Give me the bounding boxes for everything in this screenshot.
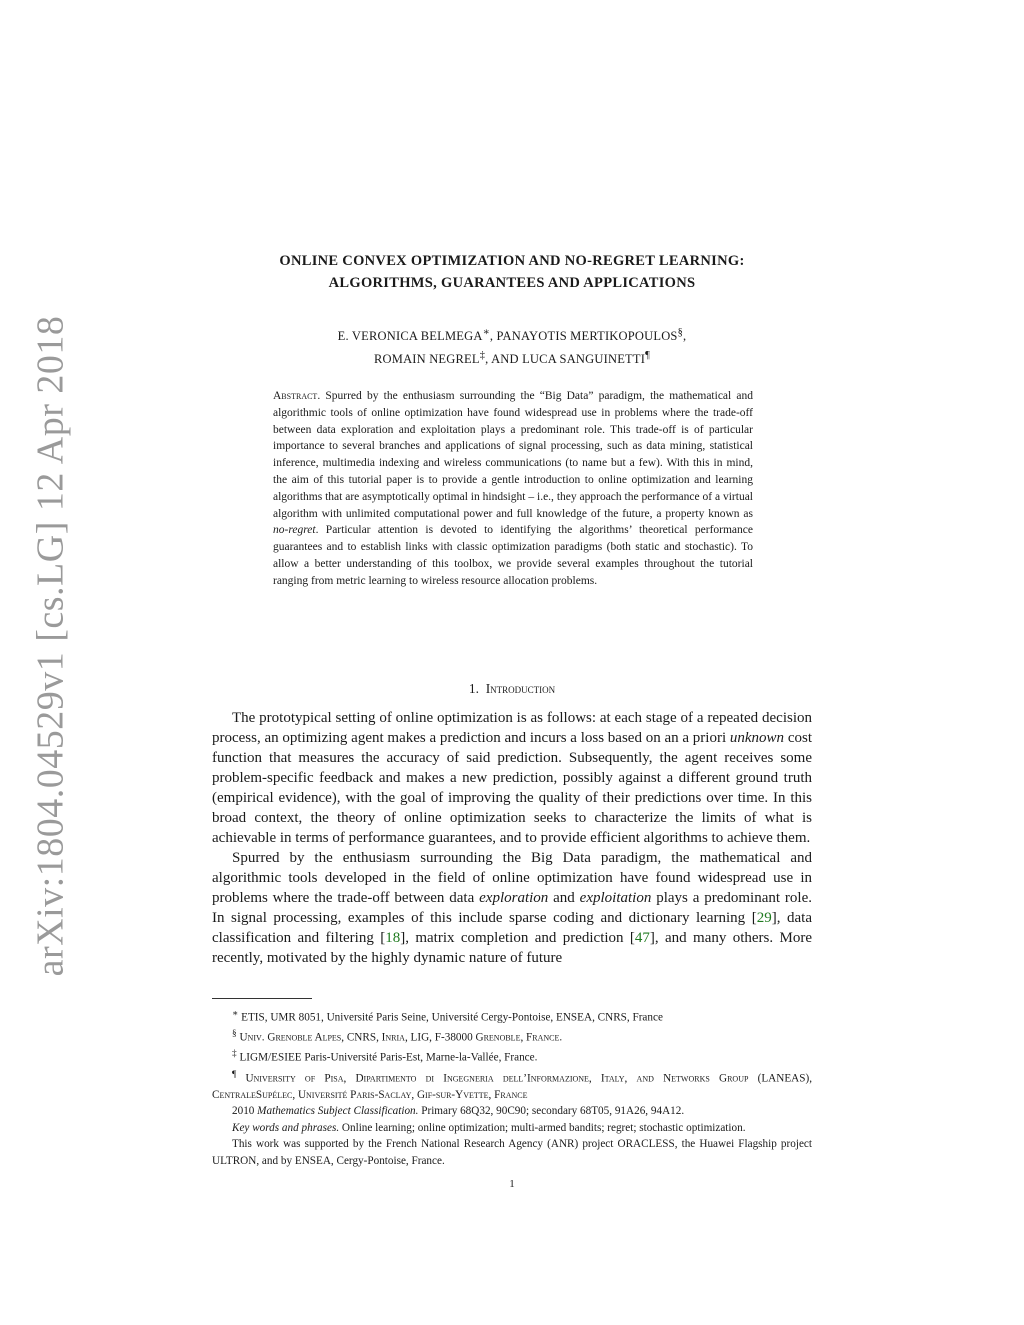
footnote-support: This work was supported by the French National Research Agency (ANR) project ORACLESS, the Huawei Flagship project ULTRON, and by ENSEA, Cergy-Pontoise, France. xyxy=(212,1138,812,1167)
footnote-affiliation-4: ¶ University of Pisa, Dipartimento di Ingegneria dell’Informazione, Italy, and Networks Group (LANEAS), CentraleSupélec, Université Paris-Saclay, Gif-sur-Yvette, France xyxy=(212,1069,813,1101)
section-number: 1. xyxy=(468,681,479,696)
paragraph-1: The prototypical setting of online optimization is as follows: at each stage of a repeated decision process, an optimizing agent makes a prediction and incurs a loss based on an a priori unknown cost function that measures the accuracy of said prediction. Subsequently, the agent receives some problem-specific feedback and makes a new prediction, possibly against a different ground truth (empirical evidence), with the goal of improving the quality of their predictions over time. In this broad context, the theory of online optimization seeks to characterize the limits of what is achievable in terms of performance guarantees, and to provide efficient algorithms to achieve them. xyxy=(212,710,812,846)
footnote-keywords: Key words and phrases. Online learning; online optimization; multi-armed bandits; regret; stochastic optimization. xyxy=(232,1121,746,1134)
footnote-affiliation-1: ∗ ETIS, UMR 8051, Université Paris Seine, Université Cergy-Pontoise, ENSEA, CNRS, France xyxy=(232,1009,663,1024)
author-mark-1: ∗ xyxy=(482,327,490,338)
author-belmega: E. VERONICA BELMEGA xyxy=(337,329,483,344)
section-heading xyxy=(210,680,814,698)
introduction-body xyxy=(212,708,812,968)
section-title: Introduction xyxy=(485,681,556,696)
arxiv-side-stamp xyxy=(28,315,72,977)
footnote-msc: 2010 Mathematics Subject Classification. Primary 68Q32, 90C90; secondary 68T05, 91A26, 94A12. xyxy=(232,1105,685,1118)
author-mark-4: ¶ xyxy=(645,350,650,362)
author-sanguinetti: LUCA SANGUINETTI xyxy=(522,352,646,367)
title-line-1: ONLINE CONVEX OPTIMIZATION AND NO-REGRET LEARNING: xyxy=(279,253,745,269)
author-list xyxy=(210,323,814,369)
author-negrel: ROMAIN NEGREL xyxy=(373,352,480,367)
abstract-label: Abstract. xyxy=(273,390,321,402)
citation-link[interactable]: 18 xyxy=(385,930,401,946)
arxiv-identifier: arXiv:1804.04529v1 [cs.LG] 12 Apr 2018 xyxy=(29,315,72,977)
authors-line-2: ROMAIN NEGREL‡, AND LUCA SANGUINETTI¶ xyxy=(373,350,650,367)
footnote-affiliation-2: § Univ. Grenoble Alpes, CNRS, Inria, LIG, F-38000 Grenoble, France. xyxy=(232,1029,563,1044)
citation-link[interactable]: 47 xyxy=(634,930,650,946)
footnote-rule xyxy=(212,998,312,999)
page-number: 1 xyxy=(509,1178,515,1190)
citation-link[interactable]: 29 xyxy=(756,910,772,926)
title-line-2: ALGORITHMS, GUARANTEES AND APPLICATIONS xyxy=(328,275,696,291)
author-mark-3: ‡ xyxy=(479,350,486,362)
paper-title xyxy=(210,250,814,294)
author-mark-2: § xyxy=(677,327,683,338)
paragraph-2: Spurred by the enthusiasm surrounding the Big Data paradigm, the mathematical and algorithmic tools developed in the field of online optimization have found widespread use in problems where the trade-off between data exploration and exploitation plays a predominant role. In signal processing, examples of this include sparse coding and dictionary learning [29], data classification and filtering [18], matrix completion and prediction [47], and many others. More recently, motivated by the highly dynamic nature of future xyxy=(212,850,812,966)
footnotes xyxy=(212,1006,812,1169)
authors-line-1: E. VERONICA BELMEGA∗, PANAYOTIS MERTIKOPOULOS§, xyxy=(337,327,687,344)
abstract-emphasis: no-regret xyxy=(273,524,316,537)
abstract: Abstract. Spurred by the enthusiasm surrounding the “Big Data” paradigm, the mathematical and algorithmic tools of online optimization have found widespread use in problems where the trade-off between data exploration and exploitation plays a predominant role. This trade-off is of particular importance to several branches and applications of signal processing, such as data mining, statistical inference, multimedia indexing and wireless communications (to name but a few). With this in mind, the aim of this tutorial paper is to provide a gentle introduction to online optimization and learning algorithms that are asymptotically optimal in hindsight – i.e., they approach the performance of a virtual algorithm with unlimited computational power and full knowledge of the future, a property known as no-regret. Particular attention is devoted to identifying the algorithms’ theoretical performance guarantees and to establish links with classic optimization paradigms (both static and stochastic). To allow a better understanding of this toolbox, we provide several examples throughout the tutorial ranging from metric learning to wireless resource allocation problems. xyxy=(273,390,753,587)
author-mertikopoulos: PANAYOTIS MERTIKOPOULOS xyxy=(496,329,678,344)
footnote-affiliation-3: ‡ LIGM/ESIEE Paris-Université Paris-Est, Marne-la-Vallée, France. xyxy=(232,1049,538,1065)
